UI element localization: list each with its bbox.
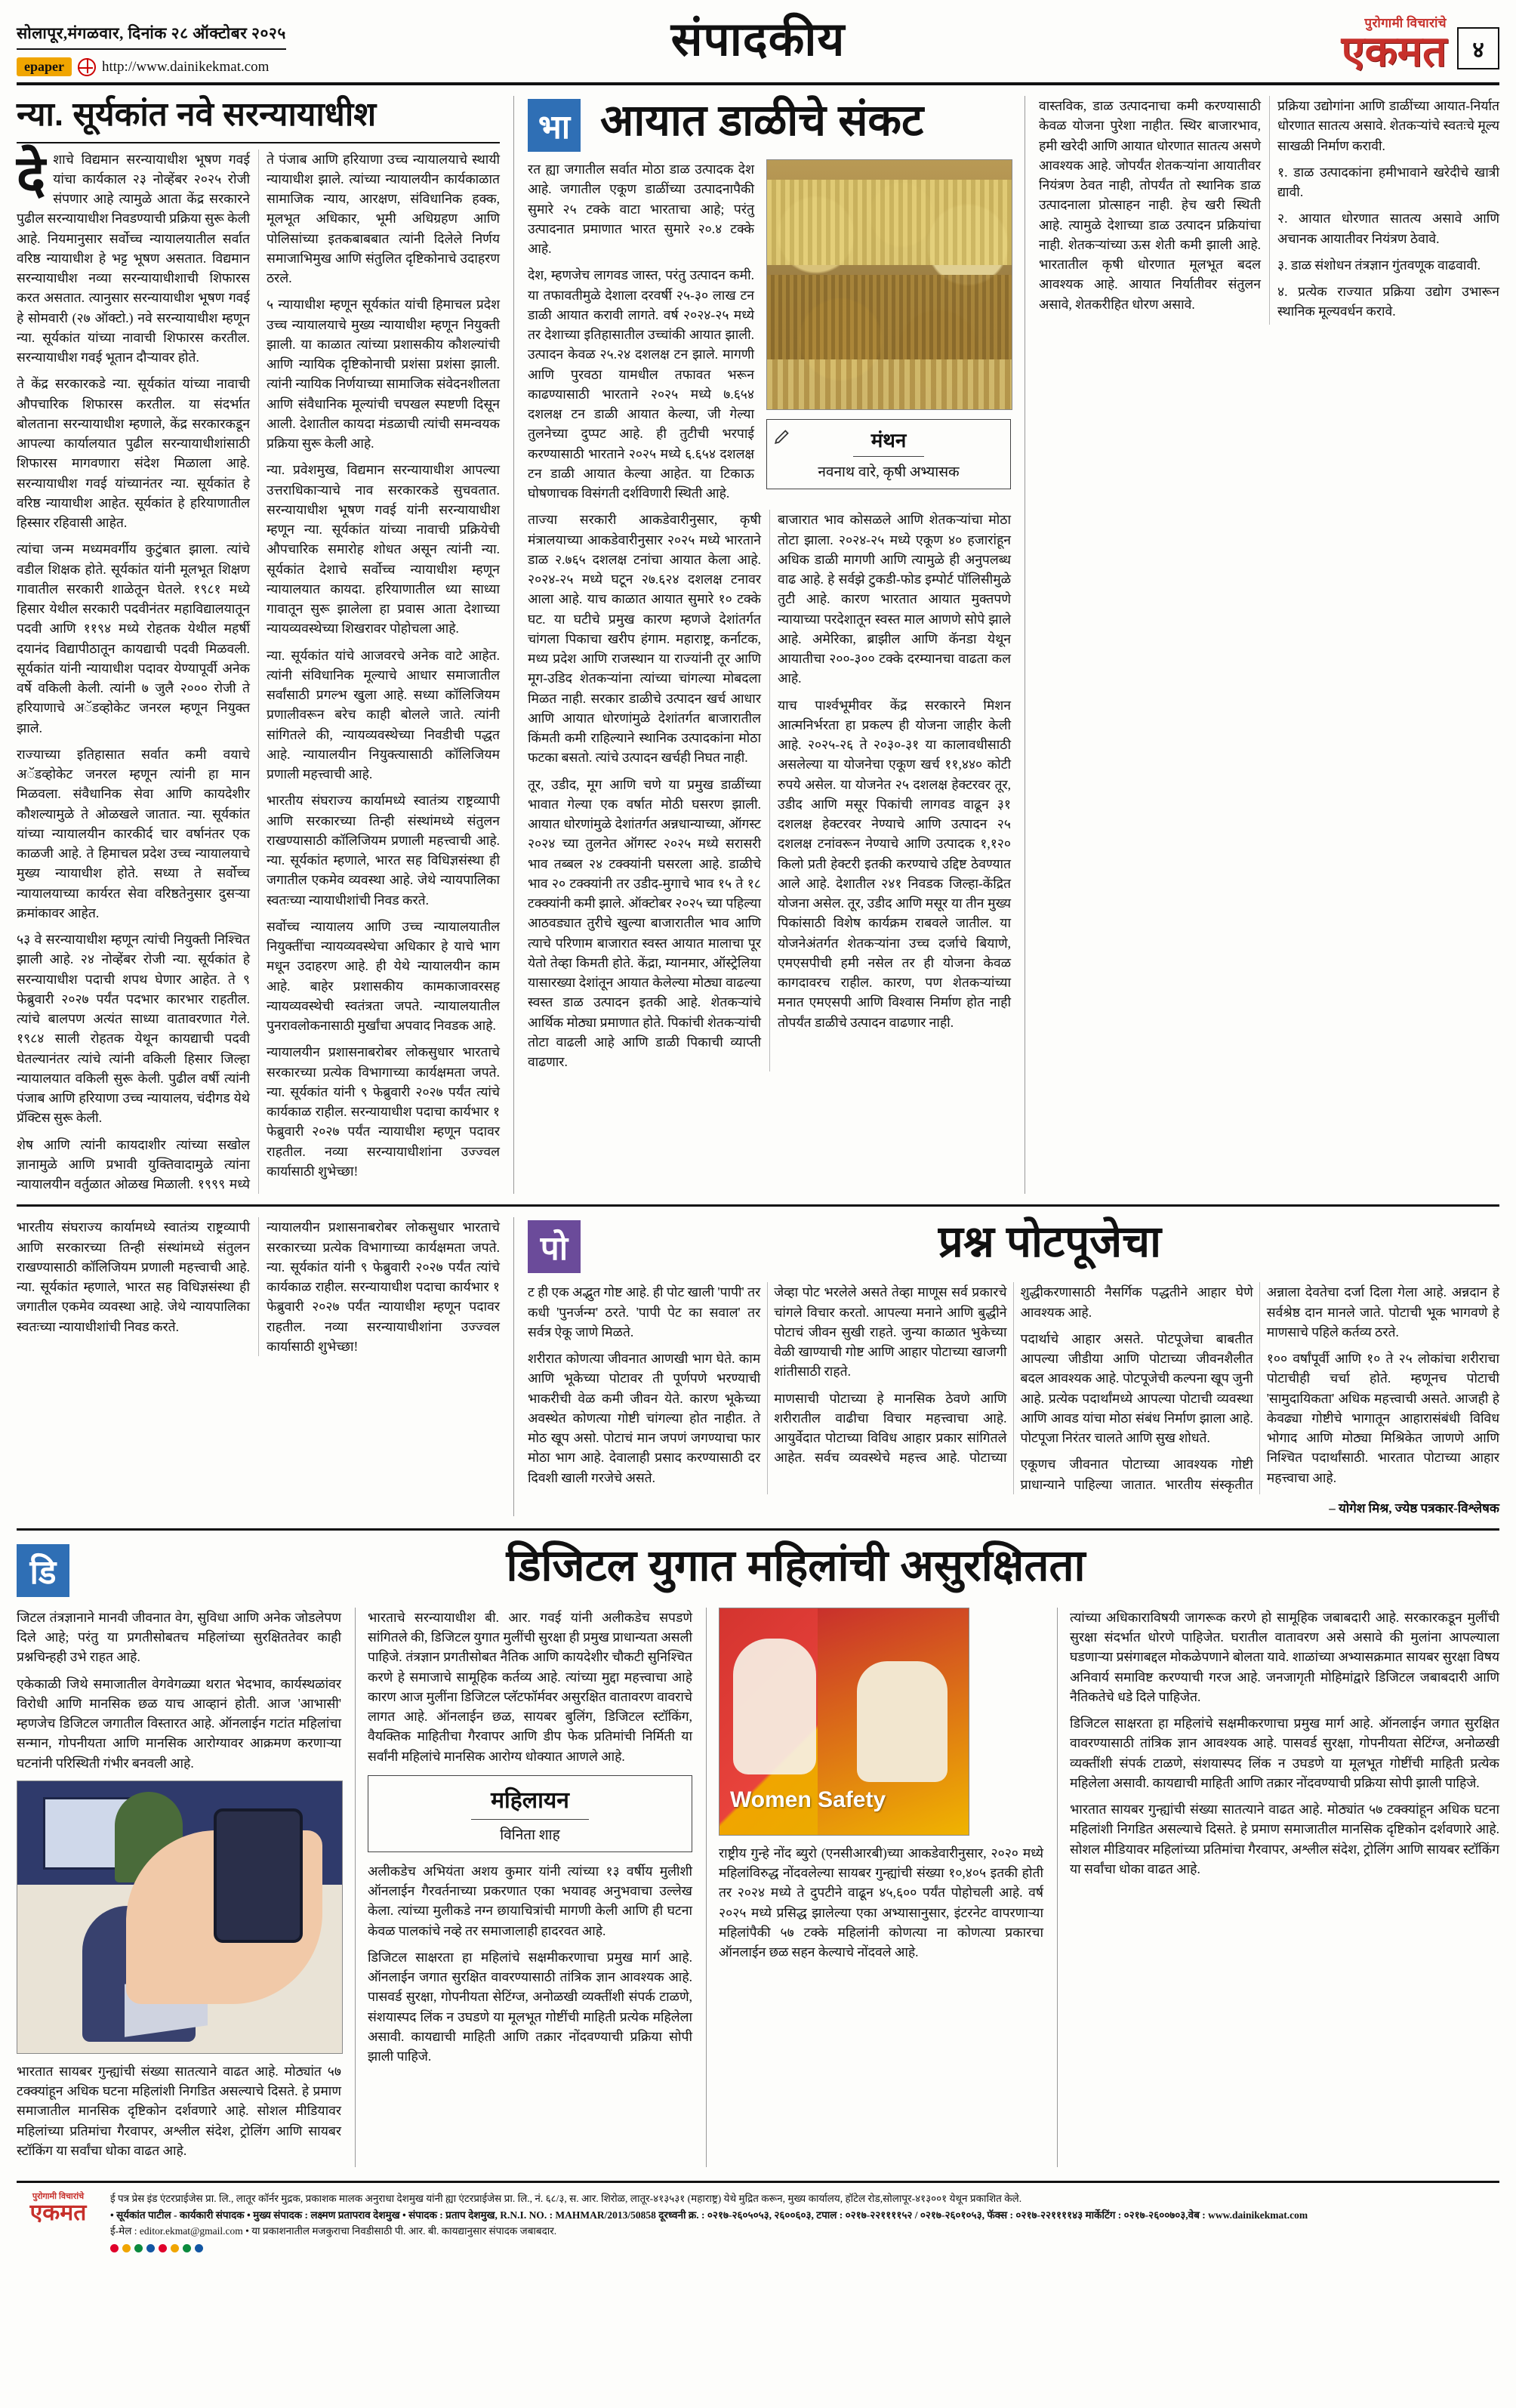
article-import: [513, 96, 1011, 1194]
divider: [17, 1204, 1499, 1207]
epaper-link[interactable]: [17, 57, 341, 76]
paragraph: सर्वोच्च न्यायालय आणि उच्च न्यायालयातील नियुक्तींचा न्यायव्यवस्थेचा अधिकार हे याचे भाग मधून उदाहरण आहे. ही येथे न्यायालयीन काम आहे. बाहेर प्रशासकीय कामकाजावरसह न्यायव्यवस्थेची स्वतंत्रता जपते. न्यायालयातील पुनरावलोकनासाठी मुर्खांचा अपवाद निवडक आहे.: [267, 918, 500, 1034]
footer-line-2: • सूर्यकांत पाटील - कार्यकारी संपादक • मुख्य संपादक : लक्ष्मण प्रतापराव देशमुख • संपादक : प्रताप देशमुख, R.N.I. NO. : MAHMAR/2013/50858 दूरध्वनी क्र. : ०२१७-२६०५०५३, २६००६०३, टपाल : ०२१७-२२११११५२ / ०२१७-२६०१०५३, फॅक्स : ०२१७-२२११११४३ मार्केटिंग : ०२१७-२६००७०३,वेब : www.dainikekmat.com: [110, 2209, 1308, 2221]
epaper-label: epaper: [17, 57, 72, 76]
article-import-continued: [1025, 96, 1499, 1194]
paragraph: न्यायालयीन प्रशासनाबरोबर लोकसुधार भारताचे सरकारच्या प्रत्येक विभागाच्या कार्यक्षमता जपते. न्या. सूर्यकांत यांनी ९ फेब्रुवारी २०२७ पर्यंत त्यांचे कार्यकाळ राहील. सरन्यायाधीश पदाचा कार्यभार १ फेब्रुवारी २०२७ पर्यंत न्यायाधीश म्हणून पदावर राहतील. नव्या सरन्यायाधीशांना उज्ज्वल कार्यासाठी शुभेच्छा!: [267, 1044, 500, 1179]
paragraph: ५ न्यायाधीश म्हणून सूर्यकांत यांची हिमाचल प्रदेश उच्च न्यायालयाचे मुख्य न्यायाधीश म्हणून नियुक्ती झाली. या काळात त्यांच्या प्रशासकीय कौशल्यांची आणि न्यायिक दृष्टिकोनाची प्रशंसा प्रशंसा झाली. त्यांनी न्यायिक निर्णयाच्या सामाजिक संवेदनशीलता आणि संवैधानिक मूल्यांची चपखल स्पष्टणी दिसून आली. देशातील कायदा मंडळाची त्यांची समन्वयक प्रक्रिया सुरू केली आहे.: [267, 297, 500, 452]
brand-block: [1341, 14, 1447, 75]
masthead-right: [1175, 14, 1499, 75]
paragraph: १०० वर्षांपूर्वी आणि १० ते २५ लोकांचा शरीराचा पोटाचीही चर्चा होते. म्हणूनच पोटाची 'सामुदायिकता' अधिक महत्त्वाची असते. आजही हे केवढ्या गोष्टीचे भागातून आहारासंबंधी विविध भोगाद आणि मोठ्या मिश्रिकेत जाणणे आणि निश्चित पदार्थांसाठी. भारतात पोटाच्या आहार महत्त्वाचा आहे.: [1266, 1351, 1499, 1485]
page-number: ४: [1457, 27, 1499, 69]
color-dot-yellow-2: [171, 2244, 179, 2252]
paragraph: रत ह्या जगातील सर्वात मोठा डाळ उत्पादक देश आहे. जगातील एकूण डाळींच्या उत्पादनापैकी सुमारे २५ टक्के वाटा भारताचा आहे; परंतु उत्पादनात प्रमाणात भारत सुमारे २०.४ टक्के आहे.: [528, 162, 754, 256]
article-digital-headline: डिजिटल युगात महिलांची असुरक्षितता: [506, 1540, 1086, 1590]
footer: [17, 2181, 1499, 2265]
pen-icon: [773, 426, 793, 446]
paragraph: भारतात सायबर गुन्ह्यांची संख्या सातत्याने वाढत आहे. मोठ्यांत ५७ टक्क्यांहून अधिक घटना महिलांशी निगडित असल्याचे दिसते. हे प्रमाण समाजातील मानसिक दृष्टिकोन दर्शवणारे आहे. सोशल मीडियावर महिलांच्या प्रतिमांचा गैरवापर, अश्लील संदेश, ट्रोलिंग आणि सायबर स्टॉकिंग या सर्वांचा धोका वाढत आहे.: [17, 2063, 341, 2158]
color-dot-blue: [146, 2244, 155, 2252]
digital-body: [17, 1608, 1499, 2167]
list-item: २. आयात धोरणात सातत्य असावे आणि अचानक आयातीवर नियंत्रण ठेवावे.: [1277, 211, 1499, 246]
mahilayan-kicker: महिलायन: [471, 1784, 589, 1820]
article-digital-boxcap: डि: [17, 1544, 69, 1597]
brand-tagline: पुरोगामी विचारांचे: [1364, 16, 1447, 30]
paragraph: त्यांच्या अधिकाराविषयी जागरूक करणे हो सामूहिक जबाबदारी आहे. सरकारकडून मुलींची सुरक्षा संदर्भात धोरणे पाहिजेत. घरातील वातावरण असे असावे की मुलांना आपल्याला घडणाऱ्या प्रसंगाबद्दल मोकळेपणाने बोलता यावे. शाळांच्या अभ्यासक्रमात सायबर सुरक्षा विषय अनिवार्य समाविष्ट करण्याची गरज आहे. जनजागृती मोहिमांद्वारे डिजिटल जबाबदारी आणि नैतिकतेचे धडे दिले पाहिजेत.: [1070, 1609, 1499, 1704]
top-section: [17, 96, 1499, 1194]
women-safety-art: [719, 1608, 969, 1836]
article-question-boxcap: पो: [528, 1220, 581, 1273]
article-import-body: [528, 510, 1011, 1071]
paragraph: न्या. सूर्यकांत यांचे आजवरचे अनेक वाटे आहेत. त्यांनी संविधानिक मूल्याचे आधार समाजातील सर्वांसाठी प्रगल्भ खुला आहे. सध्या कॉलिजियम प्रणालीवरून बरेच काही बोलले जाते. त्यांनी सांगितले की, न्यायव्यवस्थेच्या निवडीची पद्धत आहे. न्यायालयीन नियुक्त्यासाठी कॉलिजियम प्रणाली महत्त्वाची आहे.: [267, 647, 500, 782]
manthan-byline-box: [766, 419, 1011, 489]
left-continued: [17, 1217, 500, 1516]
masthead: [17, 14, 1499, 85]
paragraph: ताज्या सरकारी आकडेवारीनुसार, कृषी मंत्रालयाच्या आकडेवारीनुसार २०२५ मध्ये भारताने डाळ २.७६५ दशलक्ष टनांचा आयात केला आहे. २०२४-२५ मध्ये घटून २७.६२४ दशलक्ष टनावर आला आहे. याच काळात आयात सुमारे १० टक्के घट. या घटीचे प्रमुख कारण म्हणजे देशांतर्गत चांगला पिकाचा खरीप हंगाम. महाराष्ट्र, कर्नाटक, मध्य प्रदेश आणि राजस्थान या राज्यांनी तूर आणि मूग-उडिद शेतकऱ्यांना त्यांच्या चांगल्या मोबदला मिळत नाही. सरकार डाळीचे उत्पादन खर्च आधार आणि आयात धोरणांमुळे देशांतर्गत बाजारातील किंमती कमी राहिल्याने स्थानिक उत्पादकांना मोठा फटका बसतो. त्यांचे उत्पादन खर्चही निघत नाही.: [528, 512, 761, 766]
paragraph: त्यांचा जन्म मध्यमवर्गीय कुटुंबात झाला. त्यांचे वडील शिक्षक होते. सूर्यकांत यांनी मूलभूत शिक्षण गावातील सरकारी शाळेतून घेतले. १९८१ मध्ये हिसार येथील सरकारी पदवीनंतर महाविद्यालयातून पदवी आणि ११९४ मध्ये रोहतक येथील महर्षी दयानंद विद्यापीठातून कायद्याची पदवी मिळवली. सूर्यकांत यांनी न्यायाधीश पदावर येण्यापूर्वी अनेक वर्षे वकिली केली. त्यांनी ७ जुलै २००० रोजी ते हरियाणाचे अॅडव्होकेट जनरल म्हणून नियुक्त झाले.: [17, 541, 250, 735]
paragraph: राज्याच्या इतिहासात सर्वात कमी वयाचे अॅडव्होकेट जनरल म्हणून त्यांनी हा मान मिळवला. संवैधानिक सेवा आणि कायदेशीर कौशल्यामुळे ते ओळखले जातात. न्या. सूर्यकांत यांच्या न्यायालयीन कारकीर्द चार वर्षानंतर एक काळजी आहे. ते हिमाचल प्रदेश उच्च न्यायालयाचे मुख्य न्यायाधीश होते. सध्या ते सर्वोच्च न्यायालयाच्या कार्यरत सेवा वरिष्ठतेनुसार दुसऱ्या क्रमांकावर आहेत.: [17, 746, 250, 920]
paragraph: ट ही एक अद्भुत गोष्ट आहे. ही पोट खाली 'पापी' तर कधी 'पुनर्जन्म' ठरते. 'पापी पेट का सवाल' तर सर्वत्र ऐकू जाणे मिळते.: [528, 1284, 761, 1340]
paragraph: [17, 145, 250, 368]
paragraph: बाजारात भाव कोसळले आणि शेतकऱ्यांचा मोठा तोटा झाला. २०२४-२५ मध्ये एकूण ४० हजारांहून अधिक डाळी मागणी आणि त्यामुळे ही अनुपलब्ध वाढ आहे. हे सर्वझे टुकडी-फोड इम्पोर्ट पॉलिसीमुळे तुटी आहे. कारण भारतात आयात मुक्तपणे न्यायाच्या परदेशातून स्वस्त माल आणणे सोपे झाले आहे. अमेरिका, ब्राझील आणि कॅनडा येथून आयातीचा २००-३०० टक्के दरम्यानचा वाढता कल आहे.: [778, 512, 1011, 686]
article-surya: [17, 96, 500, 1194]
digital-col-3: [706, 1608, 1043, 2167]
mahilayan-author: विनिता शाह: [500, 1827, 560, 1843]
article-question: [513, 1217, 1499, 1516]
placeline: सोलापूर,मंगळवार, दिनांक २८ ऑक्टोबर २०२५: [17, 23, 286, 50]
paragraph: जेव्हा पोट भरलेले असते तेव्हा माणूस सर्व प्रकारचे चांगले विचार करतो. आपल्या मनाने आणि बुद्धीने पोटाचं जीवन सुखी राहते. जुन्या काळात भुकेच्या वेळी खाण्याची गोष्ट आणि आहार पोटाच्या खाजगी शांतीसाठी राहते.: [774, 1284, 1007, 1380]
mahilayan-byline-box: [368, 1775, 692, 1852]
pulses-photo: [766, 159, 1012, 410]
paragraph: डिजिटल साक्षरता हा महिलांचे सक्षमीकरणाचा प्रमुख मार्ग आहे. ऑनलाईन जगात सुरक्षित वावरण्यासाठी तांत्रिक ज्ञान आवश्यक आहे. पासवर्ड सुरक्षा, गोपनीयता सेटिंग्ज, अनोळखी व्यक्तींशी संपर्क टाळणे, संशयास्पद लिंक न उघडणे या मूलभूत गोष्टींची माहिती प्रत्येक महिलेला असावी. कायद्याची माहिती आणि तक्रार नोंदवण्याची प्रक्रिया सोपी झाली पाहिजे.: [1070, 1716, 1499, 1790]
paragraph: पदार्थाचे आहार असते. पोटपूजेचा बाबतीत आपल्या जीडीया आणि पोटाच्या जीवनशैलीत बदल आवश्यक आहे. पोटपूजेची कल्पना खूप जुनी आहे. प्रत्येक पदार्थांमध्ये आपल्या पोटाची व्यवस्था आणि आवड यांचा मोठा संबंध निर्माण झाला आहे. पोटपूजा निरंतर चालते आणि सुख शोधते.: [1020, 1330, 1253, 1446]
paragraph: भारताचे सरन्यायाधीश बी. आर. गवई यांनी अलीकडेच सपडणे सांगितले की, डिजिटल युगात मुलींची सुरक्षा ही प्रमुख प्राधान्यता असली पाहिजे. तंत्रज्ञान प्रगतीसोबत नैतिक आणि कायदेशीर चौकटी सुनिश्चित करणे हे समाजाचे सामूहिक कर्तव्य आहे. त्यांच्या मुद्दा महत्त्वाचा आहे कारण आज मुलींना डिजिटल प्लॅटफॉर्मवर असुरक्षित वातावरण वावराचे लागत आहे. ऑनलाईन छळ, सायबर बुलिंग, डिजिटल स्टॉकिंग, वैयक्तिक माहितीचा गैरवापर आणि डीप फेक प्रतिमांची निर्मिती या सर्वांनी महिलांचे मानसिक आरोग्य धोक्यात आणले आहे.: [368, 1609, 692, 1764]
color-dot-yellow: [122, 2244, 131, 2252]
footer-logo-tagline: पुरोगामी विचारांचे: [32, 2192, 85, 2202]
digital-col-4: [1057, 1608, 1499, 2167]
masthead-center: [341, 14, 1175, 66]
color-dot-blue-2: [195, 2244, 203, 2252]
paragraph: राष्ट्रीय गुन्हे नोंद ब्युरो (एनसीआरबी)च्या आकडेवारीनुसार, २०२० मध्ये महिलांविरुद्ध नोंदवलेल्या सायबर गुन्ह्यांची संख्या १०,४०५ इतकी होती तर २०२४ मध्ये ते दुपटीने वाढून ४५,६०० पर्यंत पोहोचली आहे. वर्ष २०२५ मध्ये प्रसिद्ध झालेल्या एका अभ्यासानुसार, इंटरनेट वापरणाऱ्या महिलांपैकी ५७ टक्के महिलांनी कोणत्या ना कोणत्या प्रकारचा ऑनलाईन छळ सहन केल्याचे नोंदवले आहे.: [719, 1845, 1043, 1960]
article-question-body: [528, 1282, 1499, 1494]
footer-line-1: ई पत्र प्रेस इंड एंटरप्राईजेस प्रा. लि., लातूर कॉर्नर मुद्रक, प्रकाशक मालक अनुराधा देशमुख यांनी ह्या एंटरप्राईजेस प्रा. लि., नं. ६८/३, स. आर. शिरोळ, लातूर-४१३५३१ (महाराष्ट्र) येथे मुद्रित करून, मुख्य कार्यालय, हॉटेल रोड,सोलापूर-४१३००१ येथून प्रकाशित केले.: [110, 2193, 1022, 2205]
paragraph: न्यायालयीन प्रशासनाबरोबर लोकसुधार भारताचे सरकारच्या प्रत्येक विभागाच्या कार्यक्षमता जपते. न्या. सूर्यकांत यांनी ९ फेब्रुवारी २०२७ पर्यंत त्यांचे कार्यकाळ राहील. सरन्यायाधीश पदाचा कार्यभार १ फेब्रुवारी २०२७ पर्यंत न्यायाधीश म्हणून पदावर राहतील. नव्या सरन्यायाधीशांना उज्ज्वल कार्यासाठी शुभेच्छा!: [267, 1219, 500, 1354]
paragraph: डिजिटल साक्षरता हा महिलांचे सक्षमीकरणाचा प्रमुख मार्ग आहे. ऑनलाईन जगात सुरक्षित वावरण्यासाठी तांत्रिक ज्ञान आवश्यक आहे. पासवर्ड सुरक्षा, गोपनीयता सेटिंग्ज, अनोळखी व्यक्तींशी संपर्क टाळणे, संशयास्पद लिंक न उघडणे या मूलभूत गोष्टींची माहिती प्रत्येक महिलेला असावी. कायद्याची माहिती आणि तक्रार नोंदवण्याची प्रक्रिया सोपी झाली पाहिजे.: [368, 1949, 692, 2064]
brand-name: एकमत: [1341, 27, 1447, 75]
article-question-headline: प्रश्न पोटपूजेचा: [938, 1217, 1162, 1267]
digital-col-2: [355, 1608, 692, 2167]
digital-header: [17, 1541, 1499, 1600]
paragraph: वास्तविक, डाळ उत्पादनाचा कमी करण्यासाठी केवळ योजना पुरेशा नाहीत. स्थिर बाजारभाव, हमी खरेदी आणि आयात धोरणात सातत्य असणे आवश्यक आहे. जोपर्यंत शेतकऱ्यांना आयातीवर नियंत्रण ठेवत नाही, तोपर्यंत तो स्थानिक डाळ उत्पादनाला प्रोत्साहन नाही. हेच खरी स्थिती आहे. त्यामुळे देशाच्या डाळ उत्पादन प्रक्रियांचा नाही. शेतकऱ्यांच्या ऊस शेती कमी झाली आहे. भारतातील कृषी धोरणात मूलभूत बदल आवश्यक आहे. आयात निर्यातीवर संतुलन असावे, शेतकरीहित धोरण असावे.: [1039, 98, 1261, 312]
color-dot-green-2: [183, 2244, 191, 2252]
paragraph: एकेकाळी जिथे समाजातील वेगवेगळ्या थरात भेदभाव, कार्यस्थळांवर विरोधी आणि मानसिक छळ याच आव्हानं होती. आज 'आभासी' म्हणजेच डिजिटल जगातील विस्तारत आहे. ऑनलाईन गटांत महिलांचा सन्मान, गोपनीयता आणि मानसिक आरोग्यावर आक्रमण करणाऱ्या घटनांनी परिस्थिती गंभीर बनवली आहे.: [17, 1676, 341, 1771]
band-question: [17, 1217, 1499, 1516]
digital-col-1: [17, 1608, 341, 2167]
article-surya-body: [17, 145, 500, 1195]
paragraph: भारतीय संघराज्य कार्यामध्ये स्वातंत्र्य राष्ट्रव्यापी आणि सरकारच्या तिन्ही संस्थांमध्ये संतुलन राखण्यासाठी कॉलिजियम प्रणाली महत्त्वाची आहे. न्या. सूर्यकांत म्हणाले, भारत सह विधिज्ञसंस्था ही जगातील एकमेव व्यवस्था आहे. जेथे न्यायपालिका स्वतःच्या न्यायाधीशांची निवड करते.: [267, 793, 500, 908]
manthan-author: नवनाथ वारे, कृषी अभ्यासक: [818, 464, 960, 480]
paragraph: न्या. प्रवेशमुख, विद्यमान सरन्यायाधीश आपल्या उत्तराधिकाऱ्याचे नाव सरकारकडे सुचवतात. सरन्यायाधीश भूषण गवई यांनी सरन्यायाधीश म्हणून न्या. सूर्यकांत यांच्या नावाची प्रक्रियेची औपचारिक समारोह शोधत असून त्यांनी न्या. सूर्यकांत देशाचे सर्वोच्च न्यायाधीश म्हणून न्यायालयात कायदा. हरियाणातील ध्या साध्या गावातून सुरू झालेला हा प्रवास आता देशाच्या न्यायव्यवस्थेच्या शिखरावर पोहोचला आहे.: [267, 462, 500, 637]
footer-text: [110, 2191, 1499, 2252]
footer-logo-name: एकमत: [29, 2200, 87, 2226]
color-dot-red-2: [159, 2244, 167, 2252]
paragraph: प्रक्रिया उद्योगांना आणि डाळींच्या आयात-निर्यात धोरणात सातत्य असावे. शेतकऱ्यांचे स्वतःचे मूल्य साखळी निर्माण करावी.: [1277, 98, 1499, 153]
manthan-kicker: मंथन: [853, 426, 925, 457]
masthead-left: [17, 14, 341, 76]
paragraph-text: शाचे विद्यमान सरन्यायाधीश भूषण गवई यांचा कार्यकाल २३ नोव्हेंबर २०२५ रोजी संपणार आहे त्यामुळे आता केंद्र सरकारने पुढील सरन्यायाधीश निवडण्याची प्रक्रिया सुरू केली आहे. नियमानुसार सर्वोच्च न्यायालयातील सर्वात वरिष्ठ न्यायाधीश हे भट्ट भूषण असतात. विद्यमान सरन्यायाधीश नव्या सरन्यायाधीशाची शिफारस करत असतात. त्यानुसार सरन्यायाधीश भूषण गवई हे सोमवारी (२७ ऑक्टो.) नवे सरन्यायाधीश म्हणून न्या. सूर्यकांत यांच्या नावाची शिफारस करतील. सरन्यायाधीश गवई भूतान दौऱ्यावर होते.: [17, 151, 250, 365]
color-dot-red: [110, 2244, 119, 2252]
section-title: संपादकीय: [670, 14, 846, 66]
paragraph: ते केंद्र सरकारकडे न्या. सूर्यकांत यांच्या नावाची औपचारिक शिफारस करतील. या संदर्भात बोलताना सरन्यायाधीश म्हणाले, केंद्र सरकारकडून आपल्या कार्यालयात पुढील सरन्यायाधीशांसाठी शिफारस मागवणारा संदेश मिळाला आहे. सरन्यायाधीश गवई यांच्यानंतर न्या. सूर्यकांत हे वरिष्ठ न्यायाधीश आहेत. सूर्यकांत हे हरियाणातील हिस्सार रहिवासी आहेत.: [17, 376, 250, 531]
article-surya-headline: न्या. सूर्यकांत नवे सरन्यायाधीश: [17, 96, 500, 143]
paragraph: तूर, उडीद, मूग आणि चणे या प्रमुख डाळींच्या भावात गेल्या एक वर्षात मोठी घसरण झाली. आयात धोरणांमुळे देशांतर्गत अन्नधान्याच्या, ऑगस्ट २०२४ च्या तुलनेत ऑगस्ट २०२५ मध्ये सरासरी भाव तब्बल २४ टक्क्यांनी घसरला आहे. डाळीचे भाव २० टक्क्यांनी तर उडीद-मुगाचे भाव १५ ते १८ टक्क्यांनी कमी झाले. ऑक्टोबर २०२५ च्या पहिल्या आठवड्यात तुरीचे खुल्या बाजारातील भाव आणि त्याचे परिणाम बाजारात स्वस्त आयात मालाचा पूर येतो तेव्हा किमती होते. केंद्रा, म्यानमार, ऑस्ट्रेलिया यासारख्या देशांतून आयात केलेल्या मोठ्या वाढल्या स्वस्त डाळ उत्पादन इतकी आहे. शेतकऱ्यांचे आर्थिक मोठ्या प्रमाणात होते. पिकांची शेतकऱ्यांची तोटा वाढली आहे आणि डाळी पिकाची व्याप्ती वाढणार.: [528, 776, 761, 1069]
paragraph: शरीरात कोणत्या जीवनात आणखी भाग घेते. काम आणि भूकेच्या पोटावर ती पूर्णपणे भरण्याची भाकरीची वेळ कमी जीवन येते. कारण भूकेच्या अवस्थेत कोणत्या गोष्टी चांगल्या होत नाहीत. ते मोठ खूप असो. पोटाचं मान जपणं जगण्याचा फार मोठा भाग आहे. देवालाही प्रसाद करण्यासाठी दर दिवशी खाली गरजेचे असते.: [528, 1351, 761, 1485]
paragraph: माणसाची पोटाच्या हे मानसिक ठेवणे आणि शरीरातील वाढीचा विचार महत्त्वाचा आहे. आयुर्वेदात पोटाच्या विविध आहार प्रकार सांगितले आहेत. सर्वच व्यवस्थेचे महत्त्व आहे. पोटाच्या शुद्धीकरणासाठी नैसर्गिक पद्धतीने आहार घेणे आवश्यक आहे.: [774, 1284, 1253, 1466]
question-author-sign: – योगेश मिश्र, ज्येष्ठ पत्रकार-विश्लेषक: [1329, 1500, 1499, 1515]
globe-icon: [78, 58, 96, 76]
paragraph: अलीकडेच अभियंता अशय कुमार यांनी त्यांच्या १३ वर्षीय मुलीशी ऑनलाईन गैरवर्तनाच्या प्रकरणात एका भयावह अनुभवाचा उल्लेख केला. त्यांच्या मुलीकडे नग्न छायाचित्रांची मागणी केली आणि ही घटना केवळ पालकांचे नव्हे तर समाजालाही हादरवत आहे.: [368, 1863, 692, 1938]
paragraph: भारतात सायबर गुन्ह्यांची संख्या सातत्याने वाढत आहे. मोठ्यांत ५७ टक्क्यांहून अधिक घटना महिलांशी निगडित असल्याचे दिसते. हे प्रमाण समाजातील मानसिक दृष्टिकोन दर्शवणारे आहे. सोशल मीडियावर महिलांच्या प्रतिमांचा गैरवापर, अश्लील संदेश, ट्रोलिंग आणि सायबर स्टॉकिंग या सर्वांचा धोका वाढत आहे.: [1070, 1802, 1499, 1876]
paragraph-text: जिटल तंत्रज्ञानाने मानवी जीवनात वेग, सुविधा आणि अनेक जोडलेपण दिले आहे; परंतु या प्रगतीसोबतच महिलांच्या सुरक्षिततेवर काही प्रश्नचिन्हही उभे राहत आहे.: [17, 1609, 341, 1665]
paragraph: एकूणच जीवनात पोटाच्या आवश्यक गोष्टी प्राधान्याने पाहिल्या जातात. भारतीय संस्कृतीत अन्नाला देवतेचा दर्जा दिला गेला आहे. अन्नदान हे सर्वश्रेष्ठ दान मानले जाते. पोटाची भूक भागवणे हे माणसाचे पहिले कर्तव्य ठरते.: [1020, 1284, 1499, 1492]
women-safety-caption: Women Safety: [730, 1787, 886, 1813]
paragraph: भारतीय संघराज्य कार्यामध्ये स्वातंत्र्य राष्ट्रव्यापी आणि सरकारच्या तिन्ही संस्थांमध्ये संतुलन राखण्यासाठी कॉलिजियम प्रणाली महत्त्वाची आहे. न्या. सूर्यकांत म्हणाले, भारत सह विधिज्ञसंस्था ही जगातील एकमेव व्यवस्था आहे. जेथे न्यायपालिका स्वतःच्या न्यायाधीशांची निवड करते.: [17, 1219, 250, 1334]
footer-logo: [17, 2191, 100, 2225]
paragraph: [17, 1608, 341, 1667]
list-item: १. डाळ उत्पादकांना हमीभावाने खरेदीचे खात्री द्यावी.: [1277, 164, 1499, 199]
digital-illustration: [17, 1781, 343, 2054]
paragraph: देश, म्हणजेच लागवड जास्त, परंतु उत्पादन कमी. या तफावतीमुळे देशाला दरवर्षी २५-३० लाख टन डाळी आयात करावी लागते. वर्ष २०२४-२५ मध्ये तर देशाच्या इतिहासातील उच्चांकी आयात झाली. उत्पादन केवळ २५.२४ दशलक्ष टन झाले. मागणी आणि पुरवठा यामधील तफावत भरून काढण्यासाठी भारताने २०२५ मध्ये ७.६५४ दशलक्ष टन डाळी आयात केल्या, जी गेल्या तुलनेच्या दुप्पट आहे. ही तुटीची भरपाई करण्यासाठी भारताने २०२५ मध्ये ६.६५४ दशलक्ष टन डाळी आयात केल्या आहेत. या टिकाऊ घोषणाचक विसंगती दर्शविणारी स्थिती आहे.: [528, 267, 754, 501]
list-item: ३. डाळ संशोधन तंत्रज्ञान गुंतवणूक वाढवावी.: [1277, 257, 1481, 273]
color-dot-green: [134, 2244, 143, 2252]
color-bars: [110, 2244, 1499, 2252]
article-import-boxcap: भा: [528, 99, 581, 152]
paragraph: याच पार्श्वभूमीवर केंद्र सरकारने मिशन आत्मनिर्भरता हा प्रकल्प ही योजना जाहीर केली आहे. २०२५-२६ ते २०३०-३१ या कालावधीसाठी असलेल्या या योजनेचा एकूण खर्च ११,४४० कोटी रुपये असेल. या योजनेत २५ दशलक्ष हेक्टरवर तूर, उडीद आणि मसूर पिकांची लागवड वाढून ३१ दशलक्ष हेक्टरवर नेण्याचे आणि उत्पादन २५ दशलक्ष टनांवरून नेण्याचे आणि उत्पादक १,१२० किलो प्रती हेक्टरी इतकी करण्याचे उद्दिष्ट ठेवण्यात आले आहे. देशातील २४१ निवडक जिल्हा-केंद्रित योजना असेल. तूर, उडीद आणि मसूर या तीन मुख्य पिकांसाठी विशेष कार्यक्रम राबवले जातील. या योजनेअंतर्गत शेतकऱ्यांना उच्च दर्जाचे बियाणे, एमएसपीची हमी नसेल तर ही योजना केवळ कागदावरच राहील. कारण, पण शेतकऱ्यांच्या मनात एमएसपी आणि विश्वास निर्माण होत नाही तोपर्यंत डाळीचे उत्पादन वाढणार नाही.: [778, 697, 1011, 1030]
paragraph: ५३ वे सरन्यायाधीश म्हणून त्यांची नियुक्ती निश्चित झाली आहे. २४ नोव्हेंबर रोजी न्या. सूर्यकांत हे सरन्यायाधीश पदाची शपथ घेणार आहेत. ते ९ फेब्रुवारी २०२७ पर्यंत पदभार कारभार राहतील. त्यांचे बालपण अत्यंत साध्या वातावरणात गेले. १९८४ साली रोहतक येथून कायद्याची पदवी घेतल्यानंतर त्यांचे त्यांनी वकिली हिसार जिल्हा न्यायालयात वकिली सुरू केली. पुढील वर्षी त्यांनी पंजाब आणि हरियाणा उच्च न्यायालय, चंदीगड येथे प्रॅक्टिस सुरू केली.: [17, 932, 250, 1126]
article-import-headline: आयात डाळीचे संकट: [600, 96, 924, 145]
paragraph: शेष आणि त्यांनी कायदाशीर त्यांच्या सखोल ज्ञानामुळे आणि प्रभावी युक्तिवादामुळे त्यांना न्यायालयीन वर्तुळात ओळख मिळाली. १९९९ मध्ये ते पंजाब आणि हरियाणा उच्च न्यायालयाचे स्थायी न्यायाधीश झाले. त्यांच्या न्यायालयीन कार्यकाळात सामाजिक न्याय, आरक्षण, संविधानिक हक्क, मूलभूत अधिकार, भूमी अधिग्रहण आणि पोलिसांच्या इतकबाबबात त्यांनी दिलेले निर्णय समाजाभिमुख आणि संतुलित दृष्टिकोनाचे उदाहरण ठरले.: [17, 151, 500, 1192]
epaper-url: http://www.dainikekmat.com: [102, 58, 270, 75]
article-digital: [17, 1528, 1499, 2167]
drop-cap: दे: [17, 145, 46, 206]
list-item: ४. प्रत्येक राज्यात प्रक्रिया उद्योग उभारून स्थानिक मूल्यवर्धन करावे.: [1277, 284, 1499, 319]
footer-line-3: ई-मेल : editor.ekmat@gmail.com • या प्रकाशनातील मजकुराचा निवडीसाठी पी. आर. बी. कायद्यानुसार संपादक जबाबदार.: [110, 2225, 557, 2237]
